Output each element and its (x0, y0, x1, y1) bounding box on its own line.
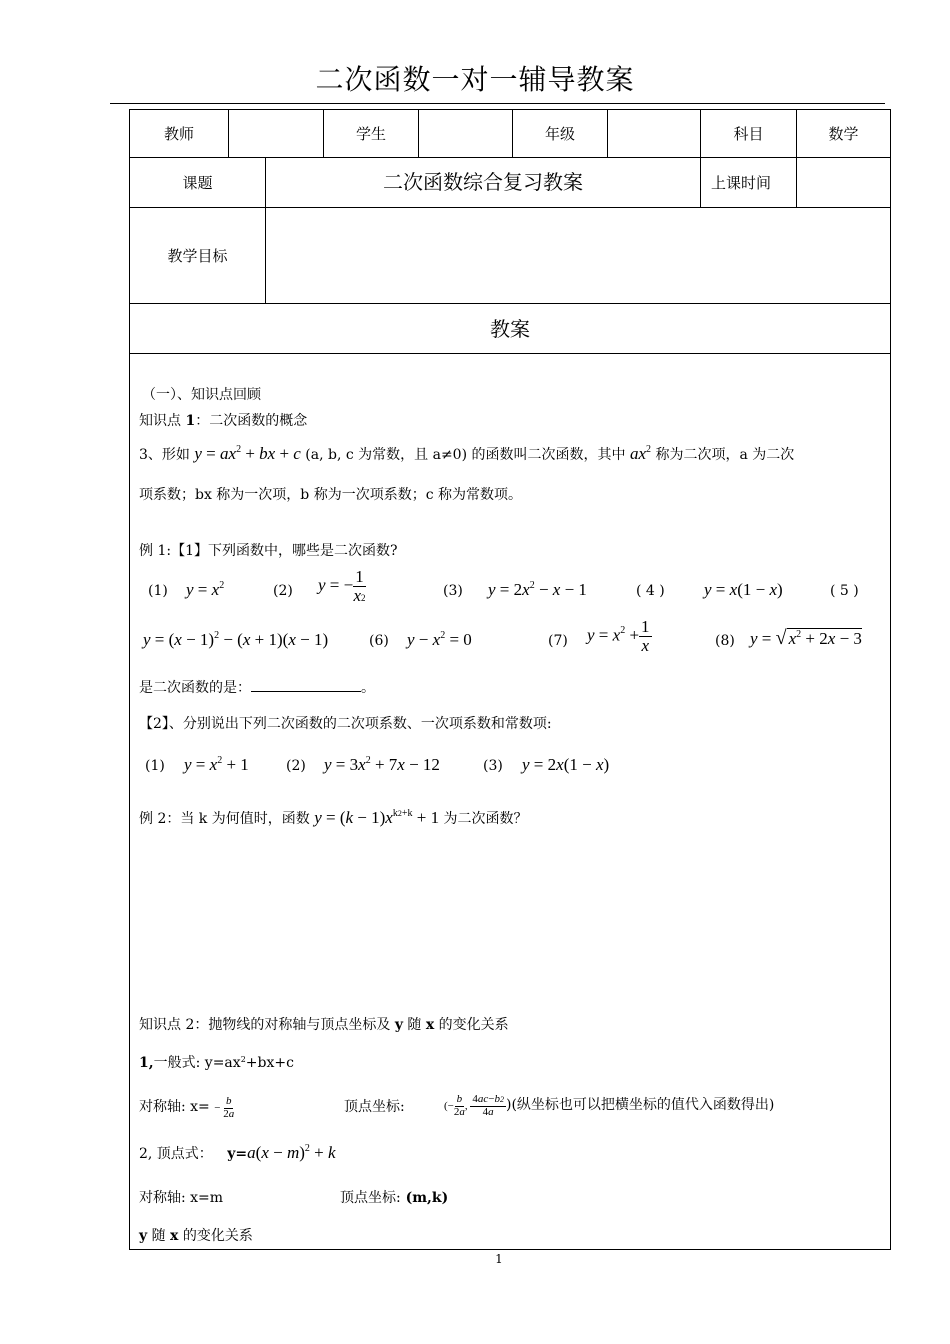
teacher-field[interactable] (229, 110, 323, 157)
kp2-prefix: 知识点 2： (139, 1017, 209, 1033)
general-form-label: 一般式: y=ax (153, 1055, 241, 1071)
p2-label-2: (2) (286, 758, 306, 774)
kp2-x: x (425, 1017, 435, 1033)
teaching-goal-label: 教学目标 (167, 247, 228, 265)
axis-label: 对称轴: x= (139, 1099, 210, 1115)
knowledge-point-1-heading (139, 410, 307, 430)
vertex-form-label: 2, 顶点式： (139, 1146, 213, 1162)
option-formula-6: $y - x^2 = 0$ (407, 630, 472, 649)
kp2-title-a: 抛物线的对称轴与顶点坐标及 (208, 1017, 395, 1033)
example-2-tail: 为二次函数？ (443, 811, 528, 827)
rel-x: x (170, 1228, 179, 1244)
axis-formula: − $\frac{b}{2a}$ (214, 1095, 235, 1120)
option-label-3: (3) (443, 583, 463, 599)
definition-line-1 (139, 444, 794, 464)
plan-heading: 教案 (490, 316, 530, 341)
definition-line-2: 项系数；bx 称为一次项，b 称为一次项系数；c 称为常数项。 (139, 487, 523, 503)
option-formula-2: y = − $\frac{1}{x2}$ (318, 567, 366, 605)
quadratic-general-formula: $y = ax^2$ + bx + c (194, 444, 301, 463)
option-formula-8: y = √ $x^2 + 2x - 3$ (750, 627, 862, 649)
option-label-1: (1) (148, 583, 168, 599)
general-form-tail: +bx+c (245, 1055, 294, 1071)
kp1-title: ：二次函数的概念 (195, 413, 308, 429)
rel-mid: 随 (147, 1228, 171, 1244)
general-form-line: 1,一般式: $y=ax^2+bx+c$ (139, 1055, 294, 1071)
topic-label: 课题 (182, 174, 213, 192)
vertex-form-y: y= (227, 1146, 248, 1162)
definition-intro: 3、形如 (139, 447, 190, 463)
student-label: 学生 (355, 125, 386, 143)
page-number: 1 (495, 1252, 503, 1266)
p2-formula-2: $y = 3x^2 + 7x - 12$ (324, 755, 440, 774)
option-label-4: ( 4 ) (636, 583, 665, 599)
rel-tail: 的变化关系 (178, 1228, 253, 1244)
kp1-number: 1 (185, 413, 196, 429)
y-x-relationship-heading (139, 1225, 253, 1245)
kp2-y: y (394, 1017, 403, 1033)
kp1-prefix: 知识点 (139, 413, 186, 429)
p2-label-3: (3) (483, 758, 503, 774)
vertex-line-2 (340, 1187, 448, 1207)
option-label-5: ( 5 ) (830, 583, 859, 599)
answer-blank[interactable] (251, 679, 361, 692)
option-formula-1: $y = x^2$ (186, 580, 225, 599)
general-form-number: 1, (139, 1055, 154, 1071)
topic-value: 二次函数综合复习教案 (383, 169, 583, 194)
example-2-intro: 例 2：当 k 为何值时，函数 (139, 811, 310, 827)
option-formula-5: $y = (x - 1)^2 - (x + 1)(x - 1)$ (143, 630, 329, 649)
student-field[interactable] (419, 110, 512, 157)
knowledge-point-2-heading (139, 1014, 509, 1034)
option-formula-7: $y = x^2$ + $\frac{1}{x}$ (587, 617, 650, 655)
vertex2-value: (m,k) (400, 1190, 449, 1206)
answer-prompt: 是二次函数的是： (139, 680, 251, 696)
vertex-line-1 (344, 1096, 405, 1116)
vertex2-label: 顶点坐标: (340, 1190, 401, 1206)
definition-tail: 称为二次项，a 为二次 (655, 447, 795, 463)
vertex-label: 顶点坐标: (344, 1099, 405, 1115)
vertex-form-formula: $a(x - m)^2 + k$ (247, 1143, 336, 1162)
vertex-coordinates-formula: (− $\frac{b}{2a}$ , $\frac{4ac-b2}{4a}$ )(纵坐标也可以把横坐标的值代入函数得出) (444, 1093, 775, 1118)
option-label-7: (7) (548, 633, 568, 649)
p2-label-1: (1) (145, 758, 165, 774)
row-divider (129, 353, 891, 354)
teacher-label: 教师 (163, 125, 194, 143)
teaching-goal-field[interactable] (266, 208, 890, 303)
p2-formula-1: $y = x^2 + 1$ (184, 755, 249, 774)
option-label-8: (8) (715, 633, 735, 649)
option-formula-3: $y = 2x^2 - x - 1$ (488, 580, 587, 599)
kp2-title-c: 的变化关系 (434, 1017, 509, 1033)
title-underline (110, 103, 885, 104)
example-2 (139, 808, 528, 828)
subject-value: 数学 (828, 125, 859, 143)
kp2-title-b: 随 (402, 1017, 426, 1033)
definition-conditions: (a, b, c 为常数，且 a≠0) 的函数叫二次函数，其中 (305, 447, 626, 463)
option-label-6: (6) (369, 633, 389, 649)
option-label-2: (2) (273, 583, 293, 599)
vertex-note: )(纵坐标也可以把横坐标的值代入函数得出) (505, 1097, 775, 1113)
answer-line (139, 677, 375, 697)
vertex-form-line (139, 1143, 336, 1163)
class-time-label: 上课时间 (711, 174, 772, 192)
section-heading: （一）、知识点回顾 (142, 387, 261, 403)
document-title: 二次函数一对一辅导教案 (315, 63, 635, 96)
example-1-intro: 例 1:【1】下列函数中，哪些是二次函数? (139, 543, 398, 559)
grade-label: 年级 (544, 125, 575, 143)
subject-label: 科目 (733, 125, 764, 143)
example-2-formula: $y = (k - 1)x^{k2+k} + 1$ (314, 808, 440, 827)
axis-of-symmetry-line-1 (139, 1096, 234, 1121)
answer-end: 。 (361, 680, 375, 696)
quadratic-term-formula: $ax^2$ (629, 444, 652, 463)
option-formula-4: y = x(1 − x) (704, 580, 783, 599)
grade-field[interactable] (608, 110, 700, 157)
p2-formula-3: y = 2x(1 − x) (522, 755, 610, 774)
example-1-part-2-intro: 【2】、分别说出下列二次函数的二次项系数、一次项系数和常数项: (139, 716, 552, 732)
class-time-field[interactable] (797, 158, 890, 207)
axis-of-symmetry-line-2: 对称轴: x=m (139, 1190, 224, 1206)
rel-y: y (139, 1228, 148, 1244)
